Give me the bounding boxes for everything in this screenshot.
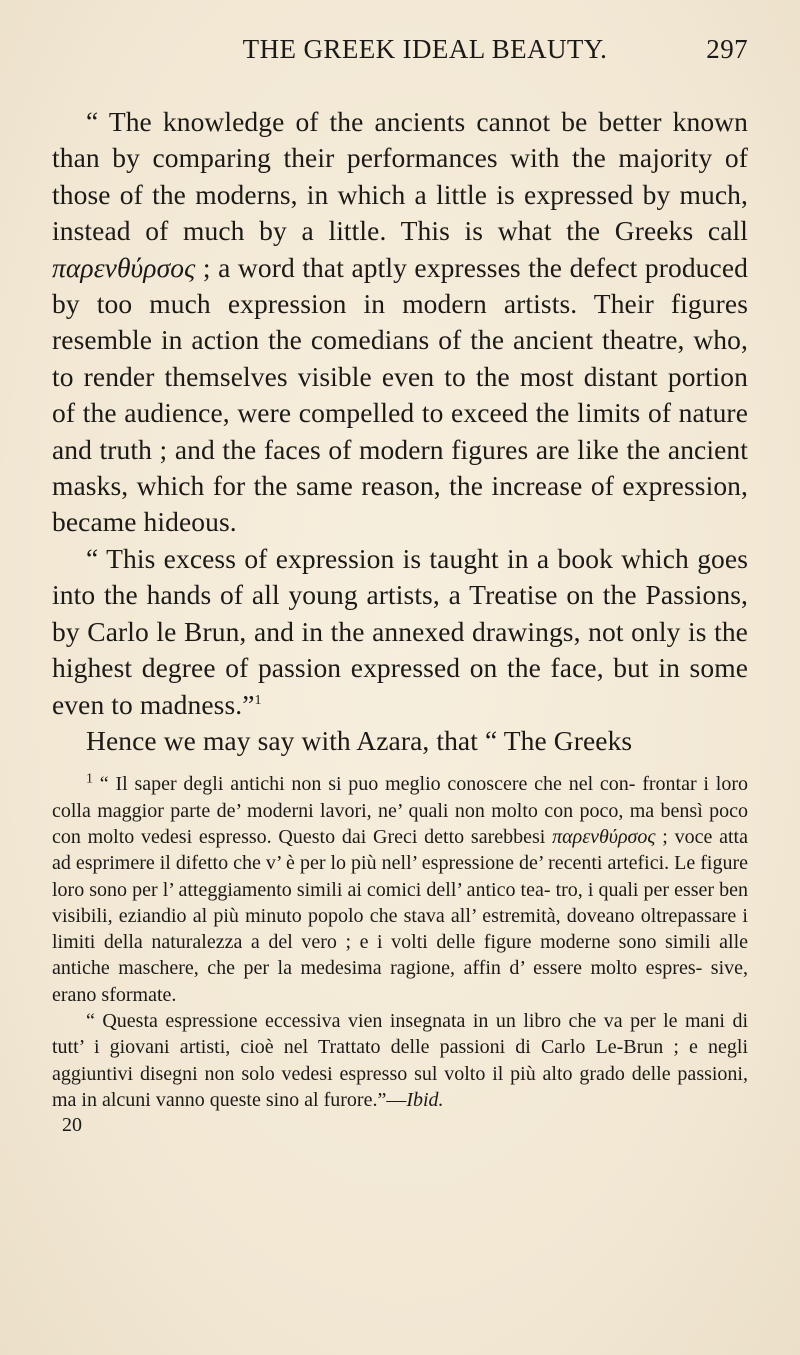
main-text bbox=[52, 104, 748, 759]
footnote-1-text-b: ; voce atta ad esprimere il difetto che v’ è per lo più nell’ espressione de’ recenti artefici. Le figure loro sono per l’ atteggiamento simili ai comici dell’ antico tea- tro, i quali per esser ben visibili, eziandio al più minuto popolo che stava all’ estremità, doveano oltrepassare i limiti della naturalezza a del vero ; e i volti delle figure moderne sono simili alle antiche maschere, che per la medesima ragione, affin d’ essere molto espres- sive, erano sformate. bbox=[52, 825, 748, 1006]
footnote-greek-word: παρενθύρσος bbox=[552, 825, 656, 848]
paragraph-2-text: “ This excess of expression is taught in a book which goes into the hands of all young artists, a Treatise on the Passions, by Carlo le Brun, and in the annexed drawings, not only is the highest degree of passion expressed on the face, but in some even to madness.” bbox=[52, 542, 748, 720]
running-title: THE GREEK IDEAL BEAUTY. bbox=[242, 34, 608, 64]
footnote-2-text: “ Questa espressione eccessiva vien insegnata in un libro che va per le mani di tutt’ i giovani artisti, cioè nel Trattato delle passioni di Carlo Le-Brun ; e negli aggiuntivi disegni non solo vedesi espresso sul volto il più alto grado delle passioni, ma in alcuni vanno queste sino al furore.”— bbox=[52, 1009, 748, 1111]
greek-word: παρενθύρσος bbox=[52, 251, 196, 283]
paragraph-1-text-b: ; a word that aptly expresses the defect produced by too much expression in modern artists. Their figures resemble in action the comedians of the ancient theatre, who, to render themselves visible even to the most distant portion of the audience, were compelled to exceed the limits of nature and truth ; and the faces of modern figures are like the ancient masks, which for the same reason, the increase of expression, became hideous. bbox=[52, 251, 748, 538]
footnote-1-text-a: “ Il saper degli antichi non si puo meglio conoscere che nel con- frontar i loro colla maggior parte de’ moderni lavori, ne’ quali non molto con poco, ma bensì poco con molto vedesi espresso. Questo dai Greci detto sarebbesi bbox=[52, 773, 748, 848]
footnote-reference: 1 bbox=[254, 692, 262, 708]
page-number: 297 bbox=[706, 34, 748, 64]
running-head bbox=[52, 34, 748, 74]
paragraph-1 bbox=[52, 104, 748, 541]
footnote-2 bbox=[52, 1008, 748, 1113]
signature-mark: 20 bbox=[62, 1114, 82, 1137]
footnote-1 bbox=[52, 771, 748, 1008]
footnotes bbox=[52, 771, 748, 1113]
paragraph-2 bbox=[52, 541, 748, 723]
paragraph-1-text-a: “ The knowledge of the ancients cannot be better known than by comparing their performances with the majority of those of the moderns, in which a little is expressed by much, instead of much by a little. This is what the Greeks call bbox=[52, 106, 748, 247]
footnote-marker: 1 bbox=[86, 771, 93, 787]
paragraph-3-text: Hence we may say with Azara, that “ The Greeks bbox=[86, 724, 633, 756]
footnote-source: Ibid. bbox=[406, 1088, 444, 1111]
paragraph-3 bbox=[52, 723, 748, 759]
